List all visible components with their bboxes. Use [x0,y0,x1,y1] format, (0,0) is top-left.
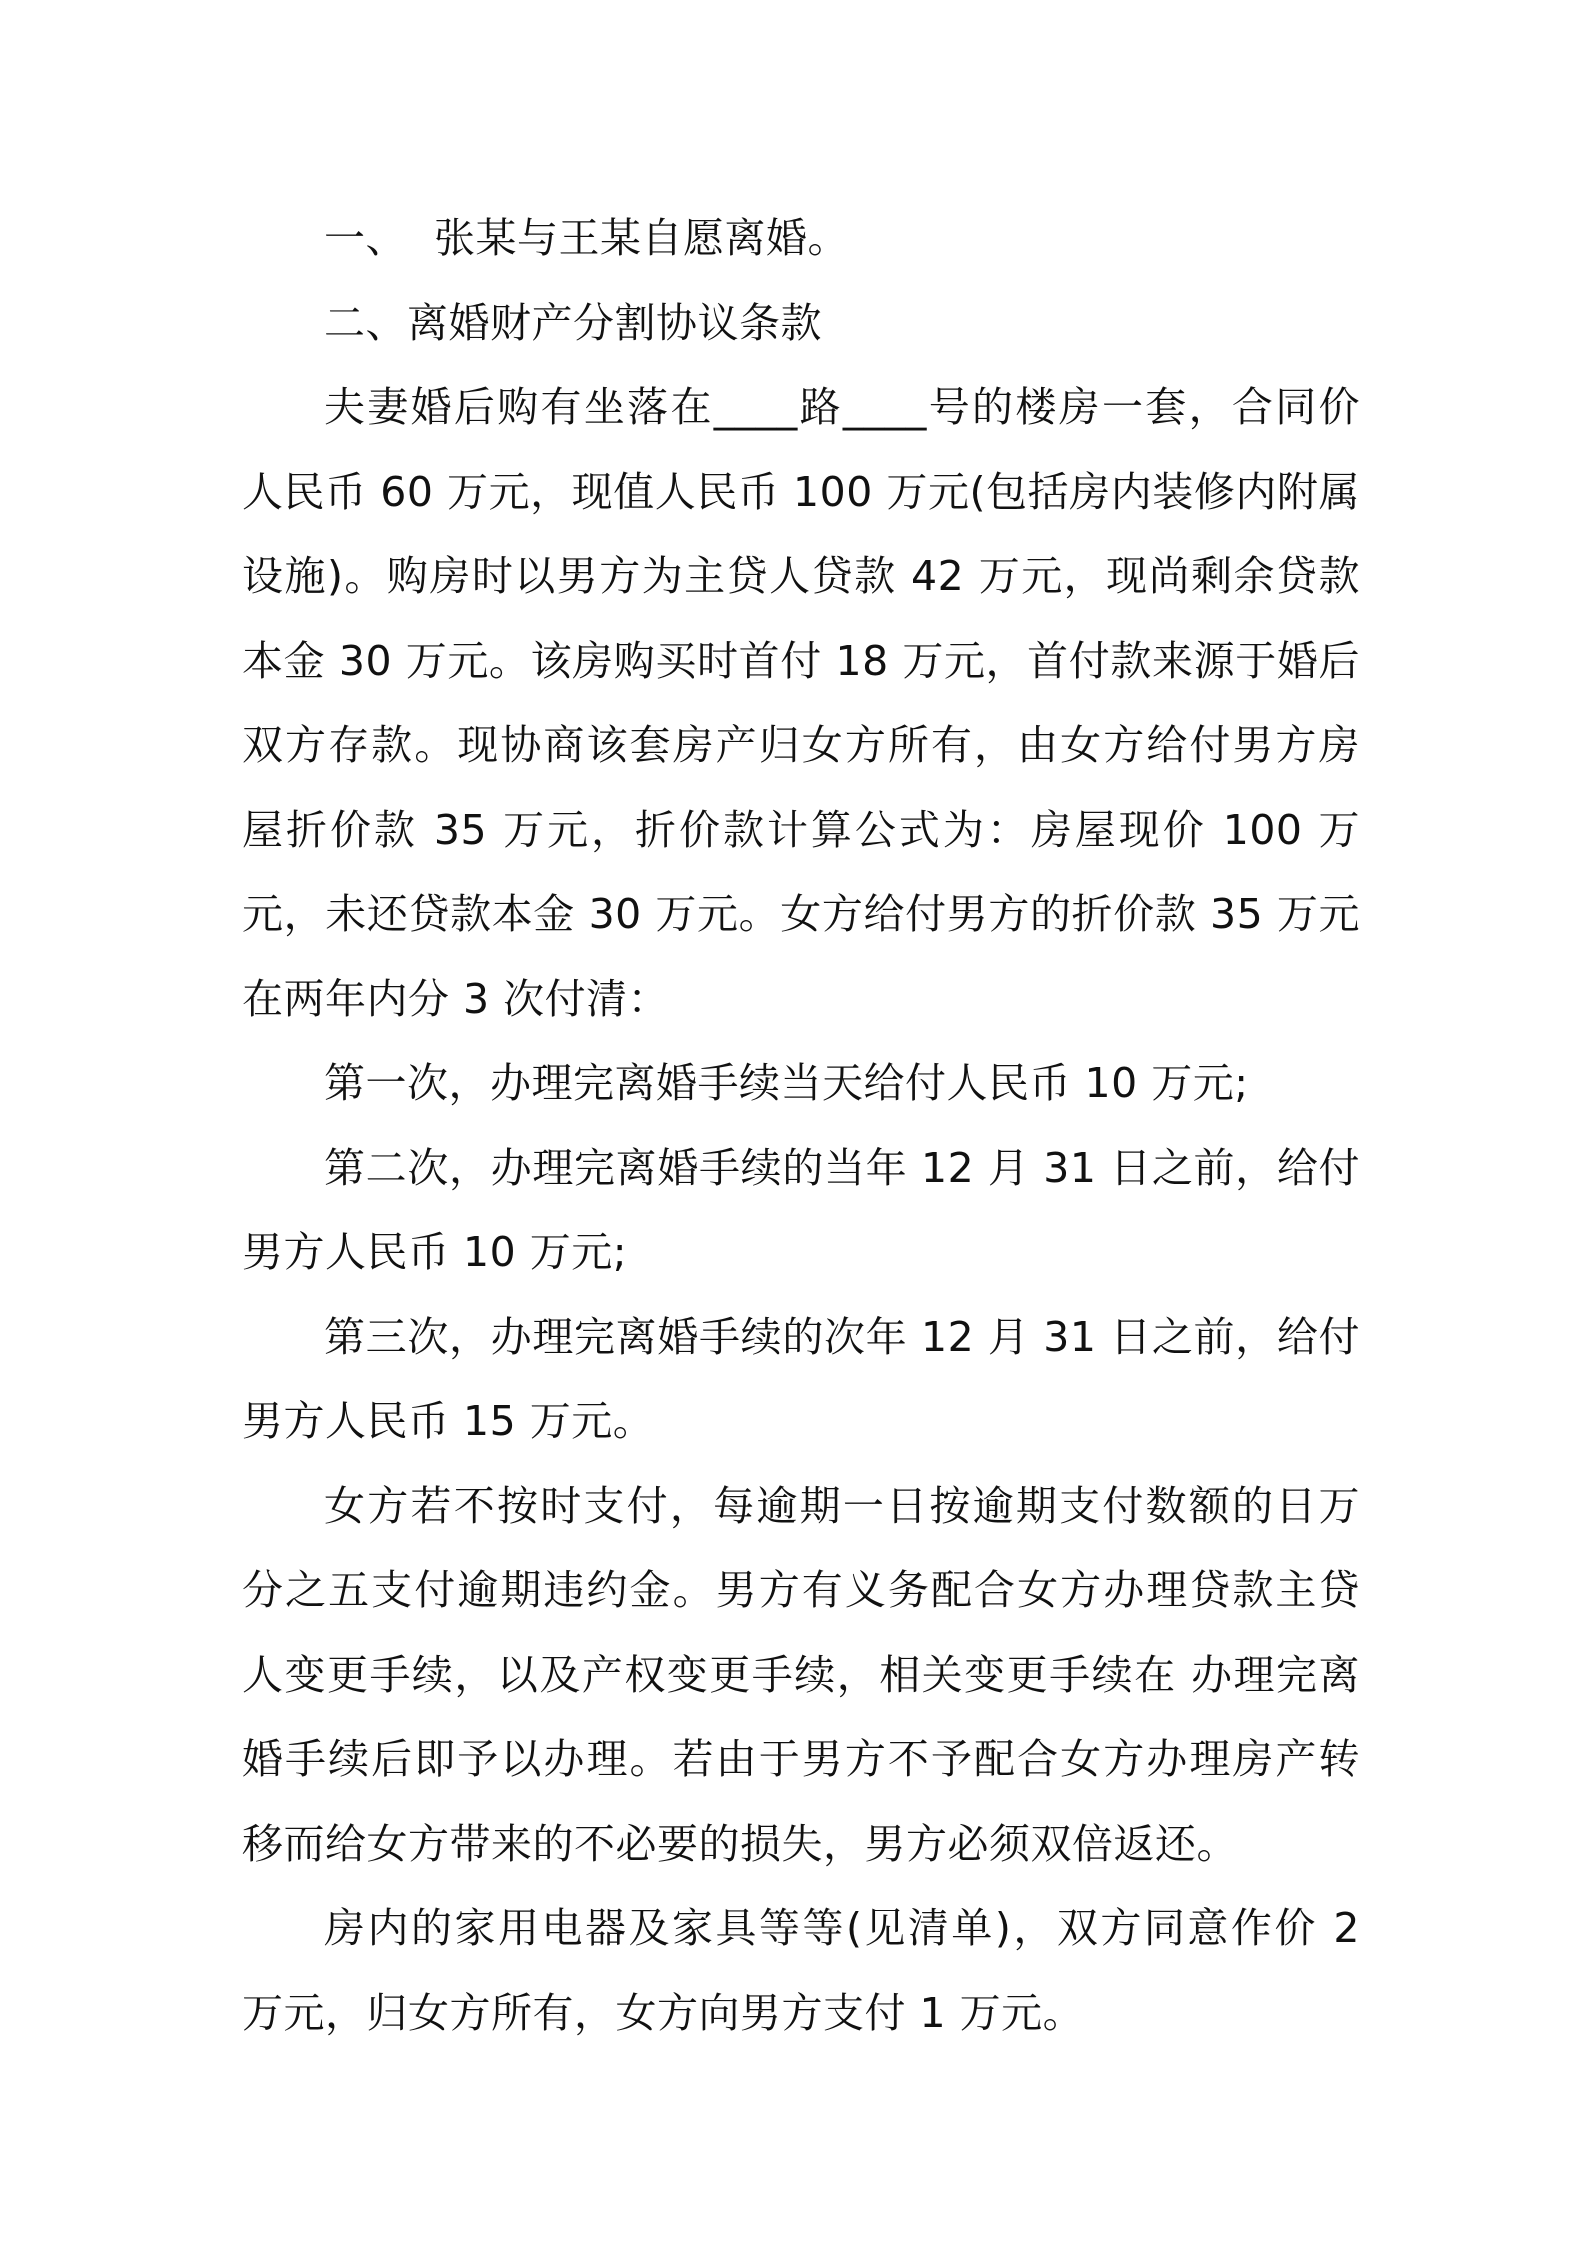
paragraph-payment-third: 第三次，办理完离婚手续的次年 12 月 31 日之前，给付男方人民币 15 万元。 [242,1312,1360,1445]
paragraph-penalty: 女方若不按时支付，每逾期一日按逾期支付数额的日万分之五支付逾期违约金。男方有义务配合女方办理贷款主贷人变更手续，以及产权变更手续，相关变更手续在 办理完离婚手续后即予以办理。若由于男方不予配合女方办理房产转移而给女方带来的不必要的损失，男方必须双倍返还。 [242,1481,1360,1868]
clause-one [242,196,1360,281]
paragraph-payment-second: 第二次，办理完离婚手续的当年 12 月 31 日之前，给付男方人民币 10 万元; [242,1143,1360,1276]
paragraph-property: 夫妻婚后购有坐落在____路____号的楼房一套，合同价人民币 60 万元，现值人民币 100 万元(包括房内装修内附属设施)。购房时以男方为主贷人贷款 42 万元，现尚剩余贷款本金 30 万元。该房购买时首付 18 万元，首付款来源于婚后双方存款。现协商该套房产归女方所有，由女方给付男方房屋折价款 35 万元，折价款计算公式为：房屋现价 100 万元，未还贷款本金 30 万元。女方给付男方的折价款 35 万元在两年内分 3 次付清： [242,383,1360,1023]
document-body [242,196,1360,2055]
paragraph-appliances: 房内的家用电器及家具等等(见清单)，双方同意作价 2 万元，归女方所有，女方向男方支付 1 万元。 [242,1904,1360,2037]
clause-one-number: 一、 [324,214,407,262]
clause-one-text: 张某与王某自愿离婚。 [434,214,849,262]
clause-two-heading: 二、离婚财产分割协议条款 [324,298,822,347]
paragraph-payment-first: 第一次，办理完离婚手续当天给付人民币 10 万元; [324,1059,1249,1107]
